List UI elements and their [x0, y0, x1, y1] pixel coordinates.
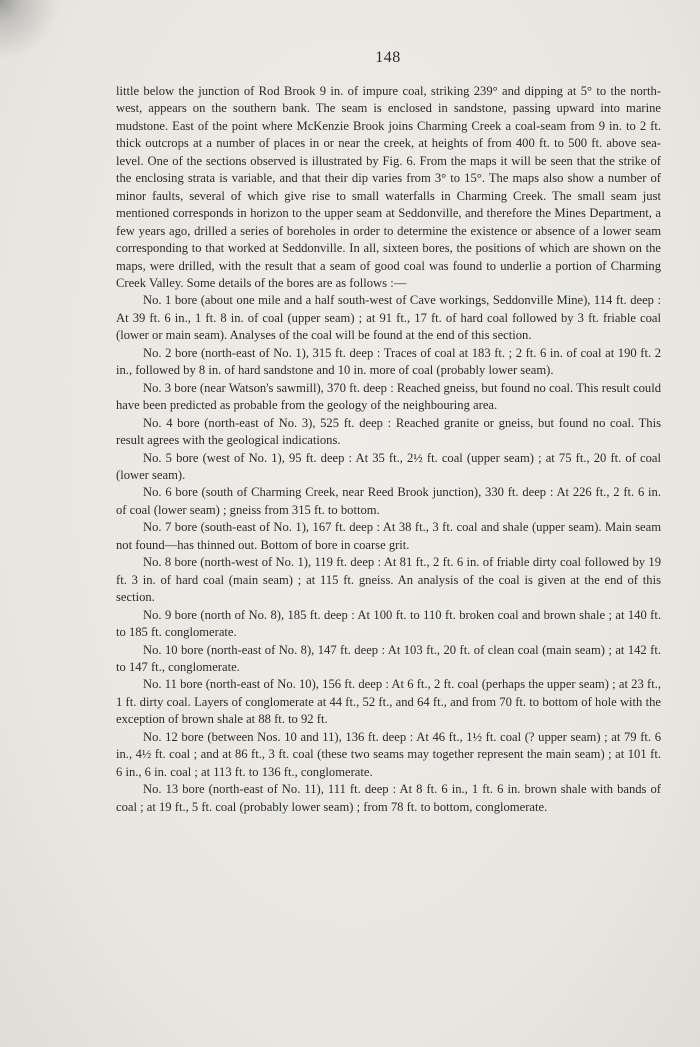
body-text: [116, 83, 661, 816]
bore-paragraph-2: No. 2 bore (north-east of No. 1), 315 ft. deep : Traces of coal at 183 ft. ; 2 ft. 6 in. of coal at 190 ft. 2 in., followed by 8 in. of hard sandstone and 10 in. more of coal (probably lower seam).: [116, 345, 661, 378]
bore-paragraph-10: No. 10 bore (north-east of No. 8), 147 ft. deep : At 103 ft., 20 ft. of clean coal (main seam) ; at 142 ft. to 147 ft., conglomerate.: [116, 642, 661, 674]
bore-paragraph-11: No. 11 bore (north-east of No. 10), 156 ft. deep : At 6 ft., 2 ft. coal (perhaps the upper seam) ; at 23 ft., 1 ft. dirty coal. Layers of conglomerate at 44 ft., 52 ft., and 64 ft., and from 70 ft. to bottom of hole with the exception of brown shale at 88 ft. to 92 ft.: [116, 677, 661, 727]
bore-paragraph-9: No. 9 bore (north of No. 8), 185 ft. deep : At 100 ft. to 110 ft. broken coal and brown shale ; at 140 ft. to 185 ft. conglomerate.: [116, 607, 661, 640]
bore-paragraph-7: No. 7 bore (south-east of No. 1), 167 ft. deep : At 38 ft., 3 ft. coal and shale (upper seam). Main seam not found—has thinned out. Bottom of bore in coarse grit.: [116, 520, 661, 552]
bore-paragraph-8: No. 8 bore (north-west of No. 1), 119 ft. deep : At 81 ft., 2 ft. 6 in. of friable dirty coal followed by 19 ft. 3 in. of hard coal (main seam) ; at 115 ft. gneiss. An analysis of the coal is given at the end of this section.: [116, 555, 661, 605]
bore-paragraph-12: No. 12 bore (between Nos. 10 and 11), 136 ft. deep : At 46 ft., 1½ ft. coal (? upper seam) ; at 79 ft. 6 in., 4½ ft. coal ; and at 86 ft., 3 ft. coal (these two seams may together represent the main seam) ; at 101 ft. 6 in., 6 in. coal ; at 113 ft. to 136 ft., conglomerate.: [116, 729, 661, 779]
bore-paragraph-5: No. 5 bore (west of No. 1), 95 ft. deep : At 35 ft., 2½ ft. coal (upper seam) ; at 75 ft., 20 ft. of coal (lower seam).: [116, 450, 661, 482]
bore-paragraph-3: No. 3 bore (near Watson's sawmill), 370 ft. deep : Reached gneiss, but found no coal. This result could have been predicted as probable from the geology of the neighbouring area.: [116, 380, 661, 413]
intro-paragraph: little below the junction of Rod Brook 9 in. of impure coal, striking 239° and dipping at 5° to the north-west, appears on the southern bank. The seam is enclosed in sandstone, passing upward into marine mudstone. East of the point where McKenzie Brook joins Charming Creek a coal-seam from 9 in. to 2 ft. thick outcrops at a number of places in or near the creek, at heights of from 400 ft. to 500 ft. above sea-level. One of the sections observed is illustrated by Fig. 6. From the maps it will be seen that the strike of the enclosing strata is variable, and that their dip varies from 3° to 15°. The maps also show a number of minor faults, several of which give rise to small waterfalls in Charming Creek. The small seam just mentioned corresponds in horizon to the upper seam at Seddonville, and therefore the Mines Department, a few years ago, drilled a series of boreholes in order to determine the existence or absence of a lower seam corresponding to that worked at Seddonville. In all, sixteen bores, the positions of which are shown on the maps, were drilled, with the result that a seam of good coal was found to underlie a portion of Charming Creek Valley. Some details of the bores are as follows :—: [116, 84, 661, 290]
bore-paragraph-13: No. 13 bore (north-east of No. 11), 111 ft. deep : At 8 ft. 6 in., 1 ft. 6 in. brown shale with bands of coal ; at 19 ft., 5 ft. coal (probably lower seam) ; from 78 ft. to bottom, conglomerate.: [116, 782, 661, 814]
page-number: 148: [375, 49, 401, 66]
bore-paragraph-4: No. 4 bore (north-east of No. 3), 525 ft. deep : Reached granite or gneiss, but found no coal. This result agrees with the geological indications.: [116, 415, 661, 448]
bore-paragraph-1: No. 1 bore (about one mile and a half south-west of Cave workings, Seddonville Mine), 114 ft. deep : At 39 ft. 6 in., 1 ft. 8 in. of coal (upper seam) ; at 91 ft., 17 ft. of hard coal followed by 3 ft. friable coal (lower or main seam). Analyses of the coal will be found at the end of this section.: [116, 293, 661, 343]
bore-paragraph-6: No. 6 bore (south of Charming Creek, near Reed Brook junction), 330 ft. deep : At 226 ft., 2 ft. 6 in. of coal (lower seam) ; gneiss from 315 ft. to bottom.: [116, 485, 661, 517]
